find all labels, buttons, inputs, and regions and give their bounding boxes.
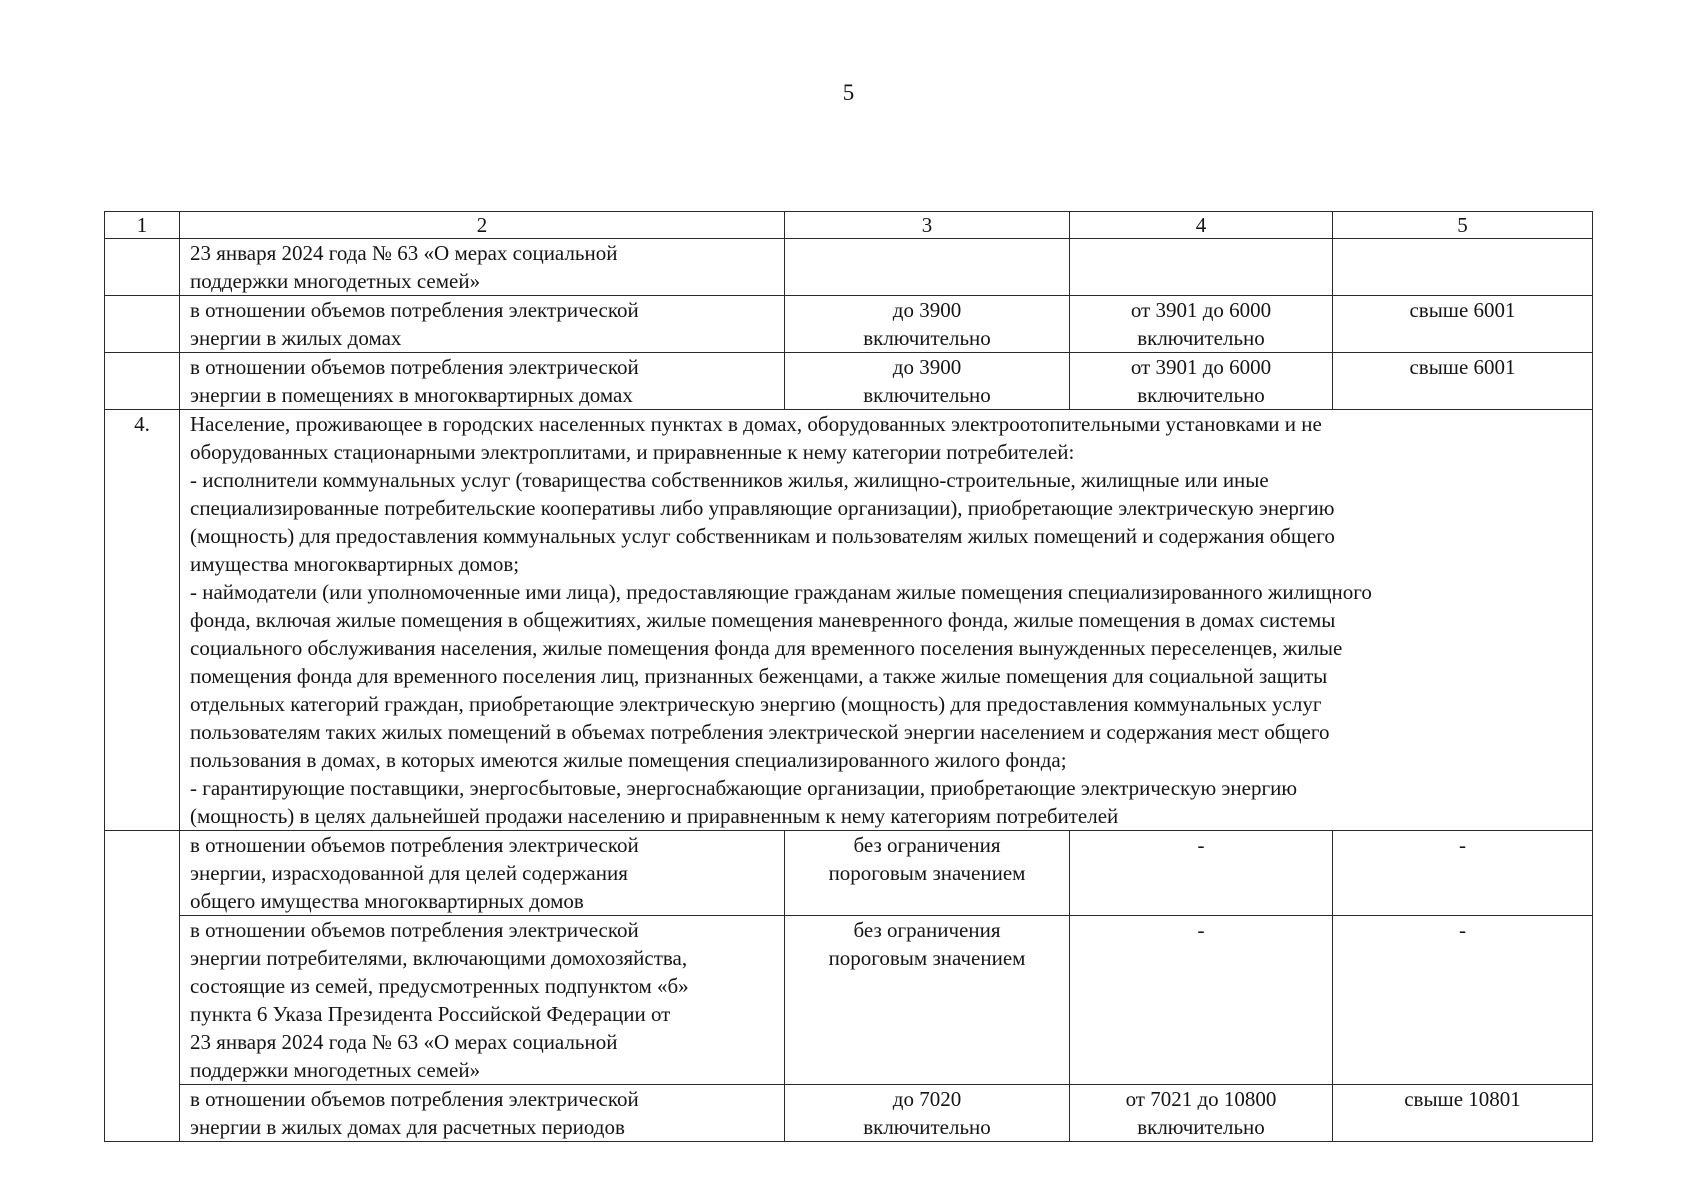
section-description: Население, проживающее в городских населенных пунктах в домах, оборудованных электроотопительными установками и не оборудованных стационарными электроплитами, и приравненные к нему категории потребителей: - исполнители коммунальных услуг (товарищества собственников жилья, жилищно-строительные, жилищные или иные специализированные потребительские кооперативы либо управляющие организации), приобретающие электрическую энергию (мощность) для предоставления коммунальных услуг собственникам и пользователям жилых помещений и содержания общего имущества многоквартирных домов; - наймодатели (или уполномоченные ими лица), предоставляющие гражданам жилые помещения специализированного жилищного фонда, включая жилые помещения в общежитиях, жилые помещения маневренного фонда, жилые помещения в домах системы социального обслуживания населения, жилые помещения фонда для временного поселения вынужденных переселенцев, жилые помещения фонда для временного поселения лиц, признанных беженцами, а также жилые помещения для социальной защиты отдельных категорий граждан, приобретающие электрическую энергию (мощность) для предоставления коммунальных услуг пользователям таких жилых помещений в объемах потребления электрической энергии населением и содержания мест общего пользования в домах, в которых имеются жилые помещения специализированного жилого фонда; - гарантирующие поставщики, энергосбытовые, энергоснабжающие организации, приобретающие электрическую энергию (мощность) в целях дальнейшей продажи населению и приравненным к нему категориям потребителей (180, 410, 1593, 831)
column-description-header: 2 (180, 212, 785, 239)
range-2-cell: - (1070, 916, 1333, 1085)
row-description: в отношении объемов потребления электрической энергии в жилых домах (180, 296, 785, 353)
table-row (105, 1085, 1593, 1142)
range-3-cell: - (1333, 831, 1593, 916)
column-number-header: 1 (105, 212, 180, 239)
column-range-1-header: 3 (785, 212, 1070, 239)
range-3-cell: - (1333, 916, 1593, 1085)
range-3-cell (1333, 239, 1593, 296)
page-number: 5 (842, 80, 855, 105)
row-description: в отношении объемов потребления электрической энергии, израсходованной для целей содержания общего имущества многоквартирных домов (180, 831, 785, 916)
row-description: 23 января 2024 года № 63 «О мерах социальной поддержки многодетных семей» (180, 239, 785, 296)
row-number (105, 353, 180, 410)
range-2-cell: от 7021 до 10800 включительно (1070, 1085, 1333, 1142)
range-1-cell: до 7020 включительно (785, 1085, 1070, 1142)
row-number (105, 239, 180, 296)
range-2-cell: от 3901 до 6000 включительно (1070, 353, 1333, 410)
range-1-cell (785, 239, 1070, 296)
range-1-cell: без ограничения пороговым значением (785, 831, 1070, 916)
range-3-cell: свыше 10801 (1333, 1085, 1593, 1142)
range-1-cell: без ограничения пороговым значением (785, 916, 1070, 1085)
range-2-cell: - (1070, 831, 1333, 916)
table-header-row (105, 212, 1593, 239)
row-number: 4. (105, 410, 180, 831)
row-description: в отношении объемов потребления электрической энергии в помещениях в многоквартирных домах (180, 353, 785, 410)
range-1-cell: до 3900 включительно (785, 353, 1070, 410)
row-description: в отношении объемов потребления электрической энергии в жилых домах для расчетных периодов (180, 1085, 785, 1142)
row-description: в отношении объемов потребления электрической энергии потребителями, включающими домохозяйства, состоящие из семей, предусмотренных подпунктом «б» пункта 6 Указа Президента Российской Федерации от 23 января 2024 года № 63 «О мерах социальной поддержки многодетных семей» (180, 916, 785, 1085)
table-row (105, 296, 1593, 353)
row-number (105, 831, 180, 1142)
column-range-2-header: 4 (1070, 212, 1333, 239)
table-row (105, 239, 1593, 296)
row-number (105, 296, 180, 353)
table-row (105, 353, 1593, 410)
range-1-cell: до 3900 включительно (785, 296, 1070, 353)
table-row (105, 831, 1593, 916)
table-row-section-4 (105, 410, 1593, 831)
range-2-cell: от 3901 до 6000 включительно (1070, 296, 1333, 353)
range-3-cell: свыше 6001 (1333, 353, 1593, 410)
column-range-3-header: 5 (1333, 212, 1593, 239)
range-3-cell: свыше 6001 (1333, 296, 1593, 353)
tariff-table (104, 211, 1593, 1142)
range-2-cell (1070, 239, 1333, 296)
table-row (105, 916, 1593, 1085)
